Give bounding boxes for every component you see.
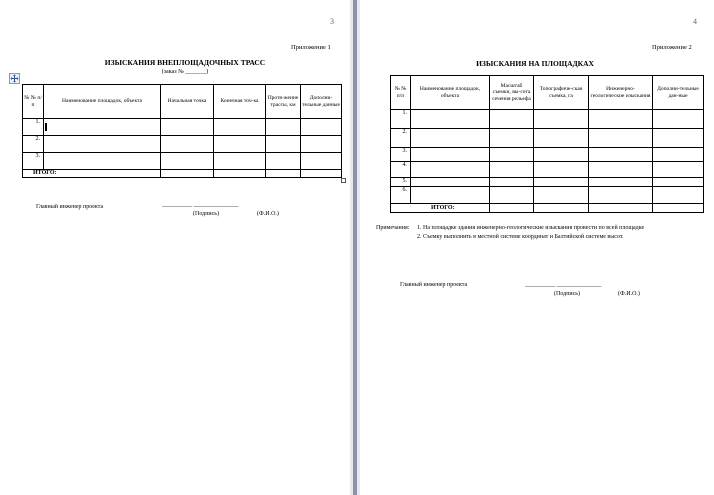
trace-survey-table[interactable] — [22, 84, 342, 178]
table-row[interactable] — [391, 178, 704, 187]
table-cell[interactable] — [266, 119, 301, 136]
table-cell[interactable] — [589, 110, 653, 129]
text-cursor — [45, 123, 47, 131]
table-cell[interactable] — [161, 153, 214, 170]
header-cell: Конечная точ-ка — [214, 85, 266, 119]
table-cell[interactable] — [653, 110, 704, 129]
signature-role: Главный инженер проекта — [36, 204, 104, 210]
table-cell[interactable] — [411, 129, 490, 148]
table-cell[interactable] — [266, 153, 301, 170]
table-cell[interactable] — [589, 204, 653, 213]
document-title: ИЗЫСКАНИЯ ВНЕПЛОЩАДОЧНЫХ ТРАСС — [104, 58, 266, 67]
table-cell[interactable] — [534, 110, 589, 129]
table-cell[interactable] — [301, 119, 342, 136]
table-cell[interactable] — [534, 148, 589, 162]
signature-line: __________ _______________ — [162, 202, 239, 208]
table-total-row[interactable] — [391, 204, 704, 213]
appendix-label: Приложение 1 — [291, 44, 331, 51]
table-row[interactable] — [391, 162, 704, 178]
table-cell[interactable] — [490, 187, 534, 204]
table-cell[interactable] — [653, 148, 704, 162]
table-cell[interactable] — [161, 136, 214, 153]
total-label: ИТОГО: — [391, 204, 490, 213]
table-resize-handle[interactable] — [341, 178, 346, 183]
header-cell: Инженерно-геологические изыскания — [589, 76, 653, 110]
table-row[interactable] — [23, 153, 342, 170]
signature-line: __________ _______________ — [525, 282, 602, 288]
table-cell[interactable] — [214, 119, 266, 136]
row-number: 5. — [391, 178, 411, 187]
table-cell[interactable] — [301, 136, 342, 153]
table-cell[interactable] — [214, 170, 266, 178]
table-cell[interactable] — [214, 136, 266, 153]
table-cell[interactable] — [589, 129, 653, 148]
row-number: 3. — [391, 148, 411, 162]
document-page-left[interactable] — [0, 0, 350, 495]
table-cell[interactable] — [534, 129, 589, 148]
table-cell[interactable] — [653, 178, 704, 187]
table-cell[interactable] — [653, 129, 704, 148]
header-cell: № № п/п — [23, 85, 44, 119]
document-title: ИЗЫСКАНИЯ НА ПЛОЩАДКАХ — [476, 59, 594, 68]
document-page-right[interactable] — [360, 0, 714, 495]
table-cell[interactable] — [214, 153, 266, 170]
table-row[interactable] — [391, 148, 704, 162]
table-cell[interactable] — [44, 119, 161, 136]
appendix-label: Приложение 2 — [652, 44, 692, 51]
table-cell[interactable] — [589, 178, 653, 187]
header-cell: Дополни-тельные данные — [301, 85, 342, 119]
name-caption: (Ф.И.О.) — [257, 211, 279, 217]
table-row[interactable] — [391, 129, 704, 148]
page-number: 4 — [693, 17, 697, 26]
header-cell: Топографиче-ская съемка, га — [534, 76, 589, 110]
table-cell[interactable] — [534, 204, 589, 213]
table-cell[interactable] — [490, 204, 534, 213]
table-cell[interactable] — [589, 162, 653, 178]
header-cell: Наименование площадок, объекта — [44, 85, 161, 119]
table-cell[interactable] — [301, 170, 342, 178]
table-header-row — [391, 76, 704, 110]
table-cell[interactable] — [534, 178, 589, 187]
signature-caption: (Подпись) — [554, 291, 581, 297]
table-cell[interactable] — [653, 162, 704, 178]
name-caption: (Ф.И.О.) — [618, 291, 640, 297]
header-cell: Протя-жение трассы, км — [266, 85, 301, 119]
table-row[interactable] — [23, 136, 342, 153]
table-cell[interactable] — [490, 110, 534, 129]
table-cell[interactable] — [589, 187, 653, 204]
table-row[interactable] — [391, 187, 704, 204]
header-cell: Масштаб съемки, вы-сота сечения рельефа — [490, 76, 534, 110]
row-number: 1. — [391, 110, 411, 129]
note-item: 2. Съемку выполнить в местной системе координат и Балтийской системе высот. — [417, 234, 624, 240]
table-cell[interactable] — [653, 187, 704, 204]
header-cell: Начальная точка — [161, 85, 214, 119]
row-number: 3. — [23, 153, 44, 170]
page-number: 3 — [330, 17, 334, 26]
table-cell[interactable] — [534, 187, 589, 204]
table-total-row[interactable] — [23, 170, 342, 178]
page-divider — [350, 0, 360, 495]
table-move-icon[interactable] — [9, 73, 20, 84]
row-number: 2. — [391, 129, 411, 148]
row-number: 6. — [391, 187, 411, 204]
table-cell[interactable] — [534, 162, 589, 178]
table-cell[interactable] — [411, 148, 490, 162]
row-number: 2. — [23, 136, 44, 153]
table-row[interactable] — [23, 119, 342, 136]
table-cell[interactable] — [266, 170, 301, 178]
table-cell[interactable] — [44, 153, 161, 170]
header-cell: Наименование площадок, объекта — [411, 76, 490, 110]
row-number: 1. — [23, 119, 44, 136]
total-label: ИТОГО: — [23, 170, 161, 178]
signature-caption: (Подпись) — [193, 211, 220, 217]
row-number: 4. — [391, 162, 411, 178]
table-cell[interactable] — [411, 110, 490, 129]
header-cell: Дополни-тельные дан-ные — [653, 76, 704, 110]
table-row[interactable] — [391, 110, 704, 129]
table-cell[interactable] — [161, 119, 214, 136]
table-cell[interactable] — [490, 148, 534, 162]
table-cell[interactable] — [490, 178, 534, 187]
table-cell[interactable] — [490, 129, 534, 148]
table-header-row — [23, 85, 342, 119]
notes-label: Примечания: — [376, 225, 410, 231]
table-cell[interactable] — [490, 162, 534, 178]
table-cell[interactable] — [411, 178, 490, 187]
header-cell: № № п/п — [391, 76, 411, 110]
document-subtitle: (заказ № _______) — [161, 69, 209, 75]
table-cell[interactable] — [411, 162, 490, 178]
table-cell[interactable] — [44, 136, 161, 153]
note-item: 1. На площадке здания инженерно-геологические изыскания провести по всей площадке — [417, 225, 645, 231]
table-cell[interactable] — [301, 153, 342, 170]
table-cell[interactable] — [653, 204, 704, 213]
table-cell[interactable] — [589, 148, 653, 162]
table-cell[interactable] — [161, 170, 214, 178]
table-cell[interactable] — [411, 187, 490, 204]
site-survey-table[interactable] — [390, 75, 704, 213]
table-cell[interactable] — [266, 136, 301, 153]
signature-role: Главный инженер проекта — [400, 282, 468, 288]
